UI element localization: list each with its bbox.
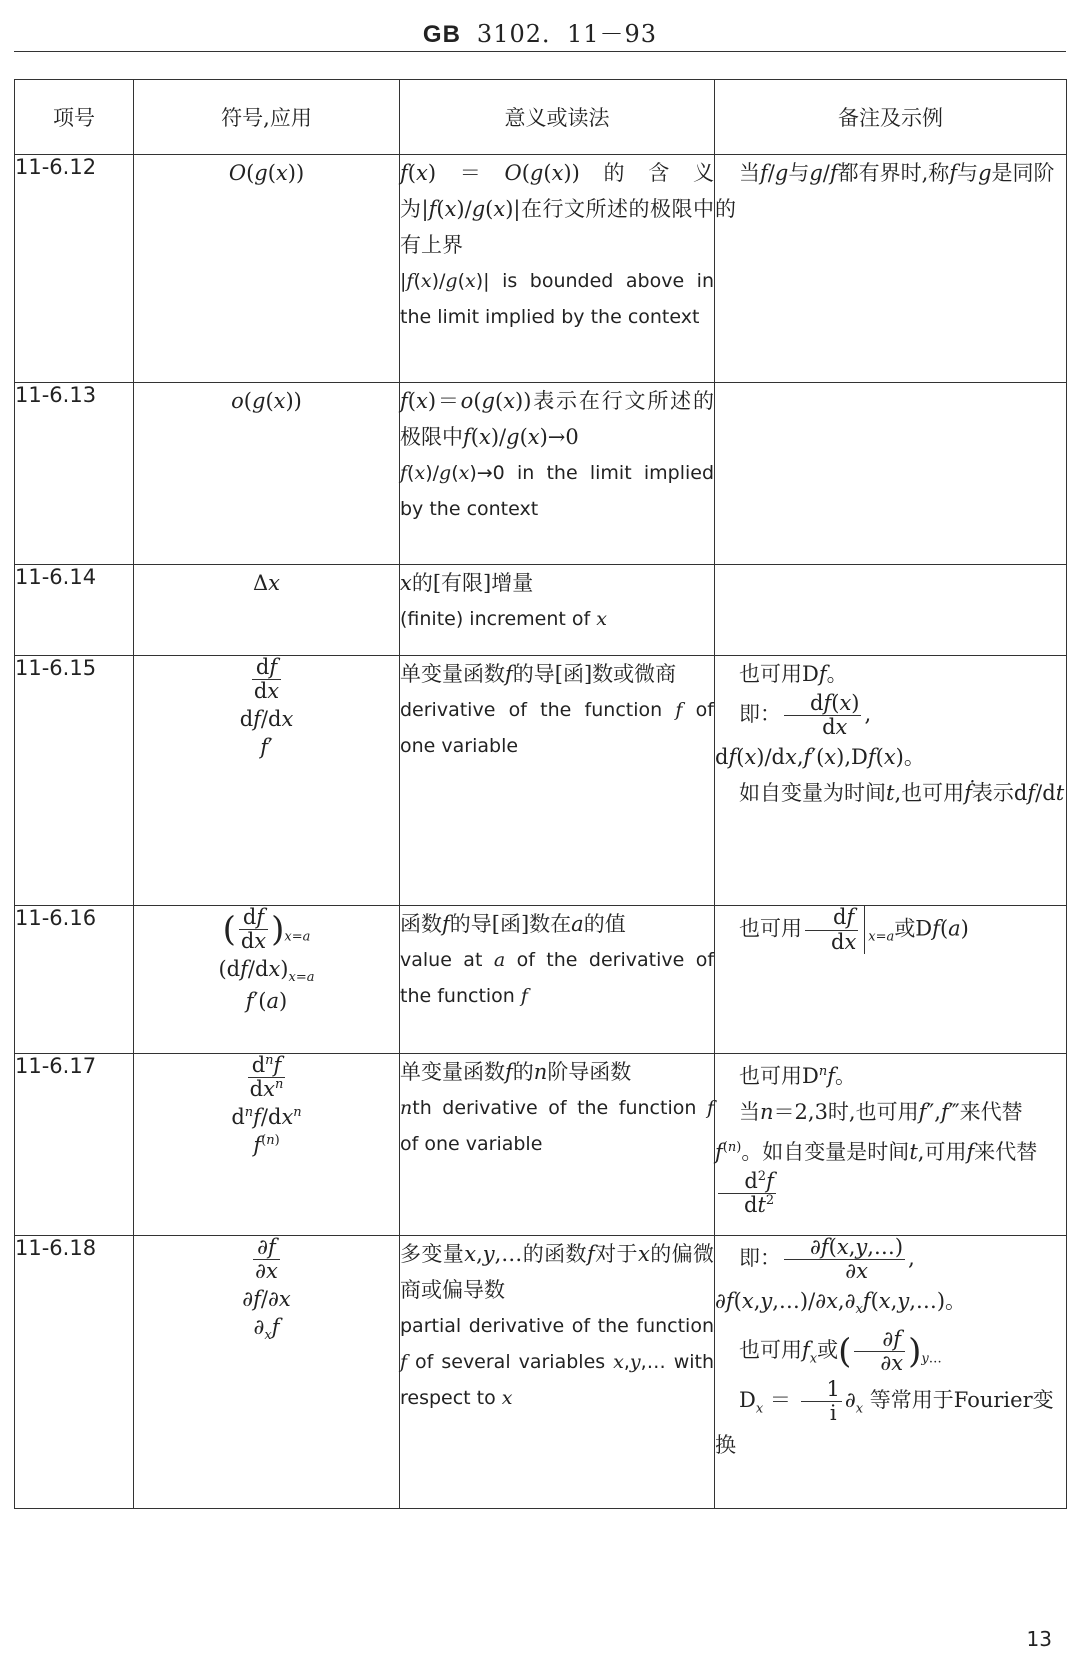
- note-text: $\partial f(x,y,\dots)/\partial x,\partial_xf(x,y,\dots)$。: [715, 1289, 967, 1318]
- table-row: [15, 656, 1067, 906]
- symbol-subscript: $\partial_xf$: [253, 1315, 280, 1344]
- page-header: [0, 14, 1080, 49]
- symbol-cell: [134, 1054, 400, 1236]
- item-number: 11-6.16: [15, 906, 134, 1054]
- symbol-fraction: $\frac{\partial f}{\partial x}$: [255, 1235, 278, 1284]
- std-code: GB: [422, 21, 461, 48]
- symbol-table: [14, 79, 1067, 1509]
- symbol-fraction: $\frac{d^nf}{dx^n}$: [249, 1053, 284, 1102]
- meaning-zh: 单变量函数f的导[函]数或微商: [400, 662, 677, 686]
- meaning-en: |f(x)/g(x)| is bounded above in the limit implied by the context: [400, 270, 714, 328]
- note-text: 即： $\frac{\partial f(x,y,\dots)}{\partial x}$ ,: [739, 1235, 915, 1284]
- note-text: 当f/g与g/f都有界时,称f与g是同阶的: [715, 161, 1055, 221]
- note-text: 也可用Df。: [739, 662, 848, 686]
- meaning-zh: 单变量函数f的n阶导函数: [400, 1060, 632, 1084]
- meaning-en: derivative of the function f of one variable: [400, 699, 714, 757]
- col-header-meaning: 意义或读法: [400, 80, 715, 155]
- symbol-paren-fraction: ( $\frac{df}{dx}$ )$_{x=a}$: [222, 905, 311, 954]
- meaning-cell: [400, 565, 715, 656]
- symbol-slash: df/dx: [239, 707, 294, 732]
- note-text: 也可用 $\frac{df}{dx}$ $_{x=a}$或Df(a): [739, 905, 969, 954]
- item-number: 11-6.12: [15, 155, 134, 383]
- symbol-cell: [134, 155, 400, 383]
- note-cell: [715, 1054, 1067, 1236]
- meaning-en: f(x)/g(x)→0 in the limit implied by the context: [400, 462, 714, 520]
- meaning-en: (finite) increment of x: [400, 608, 607, 630]
- meaning-zh: f(x)＝O(g(x))的含义为|f(x)/g(x)|在行文所述的极限中有上界: [400, 161, 714, 257]
- table-row: [15, 906, 1067, 1054]
- symbol-cell: [134, 565, 400, 656]
- note-text: $D_x$ ＝ $\frac{1}{i}$ $\partial_x$ 等常用于Fourier变换: [715, 1376, 1054, 1457]
- table-row: [15, 383, 1067, 565]
- std-number: 3102．11－93: [476, 20, 658, 48]
- table-row: [15, 1054, 1067, 1236]
- symbol-slash: $d^nf/dx^n$: [231, 1105, 302, 1130]
- meaning-cell: [400, 906, 715, 1054]
- symbol-slash: ∂f/∂x: [242, 1287, 291, 1312]
- symbol-prime-a: f′(a): [245, 989, 288, 1014]
- meaning-en: nth derivative of the function f of one variable: [400, 1097, 714, 1155]
- symbol: o(g(x)): [231, 389, 302, 413]
- item-number: 11-6.18: [15, 1236, 134, 1509]
- symbol-paren-slash: $(df/dx)_{x=a}$: [218, 957, 315, 986]
- meaning-en: partial derivative of the function f of several variables x,y,… with respect to x: [400, 1315, 715, 1409]
- meaning-cell: [400, 656, 715, 906]
- note-cell: [715, 565, 1067, 656]
- meaning-zh: x的[有限]增量: [400, 571, 534, 595]
- header-rule: [14, 51, 1066, 52]
- note-cell: [715, 1236, 1067, 1509]
- item-number: 11-6.13: [15, 383, 134, 565]
- table-header-row: [15, 80, 1067, 155]
- meaning-en: value at a of the derivative of the function f: [400, 949, 715, 1007]
- symbol-cell: [134, 1236, 400, 1509]
- note-text: 也可用$f_x$或( $\frac{\partial f}{\partial x}$ )$_{y\dots}$: [739, 1327, 942, 1376]
- note-cell: [715, 906, 1067, 1054]
- table-row: [15, 1236, 1067, 1509]
- note-cell: [715, 656, 1067, 906]
- note-text: 即： $\frac{df(x)}{dx}$ ,: [739, 691, 872, 740]
- meaning-cell: [400, 155, 715, 383]
- symbol-cell: [134, 906, 400, 1054]
- note-text: 如自变量为时间t,也可用ḟ表示df/dt: [739, 781, 1065, 806]
- col-header-symbol: 符号,应用: [134, 80, 400, 155]
- meaning-cell: [400, 1236, 715, 1509]
- meaning-zh: f(x)＝o(g(x))表示在行文所述的极限中f(x)/g(x)→0: [400, 389, 714, 449]
- note-cell: [715, 155, 1067, 383]
- meaning-cell: [400, 383, 715, 565]
- symbol: Δx: [252, 571, 280, 595]
- meaning-zh: 多变量x,y,…的函数f对于x的偏微商或偏导数: [400, 1242, 714, 1302]
- col-header-note: 备注及示例: [715, 80, 1067, 155]
- note-text: 当n＝2,3时,也可用f″,f‴来代替$f^{(n)}$。如自变量是时间t,可用f来代替 $\frac{d^2f}{dt^2}$: [715, 1100, 1038, 1218]
- table-row: [15, 155, 1067, 383]
- symbol: O(g(x)): [228, 161, 305, 185]
- symbol-nth: $f^{(n)}$: [253, 1133, 280, 1158]
- item-number: 11-6.15: [15, 656, 134, 906]
- item-number: 11-6.17: [15, 1054, 134, 1236]
- note-text: 也可用$D^nf$。: [739, 1064, 856, 1088]
- page-number: 13: [1026, 1627, 1052, 1651]
- symbol-fraction: $\frac{df}{dx}$: [253, 655, 280, 704]
- symbol-prime: f′: [260, 735, 273, 760]
- symbol-cell: [134, 656, 400, 906]
- col-header-item: 项号: [15, 80, 134, 155]
- item-number: 11-6.14: [15, 565, 134, 656]
- symbol-cell: [134, 383, 400, 565]
- note-cell: [715, 383, 1067, 565]
- note-text: df(x)/dx,f′(x),Df(x)。: [715, 745, 925, 770]
- meaning-cell: [400, 1054, 715, 1236]
- meaning-zh: 函数f的导[函]数在a的值: [400, 912, 626, 936]
- table-row: [15, 565, 1067, 656]
